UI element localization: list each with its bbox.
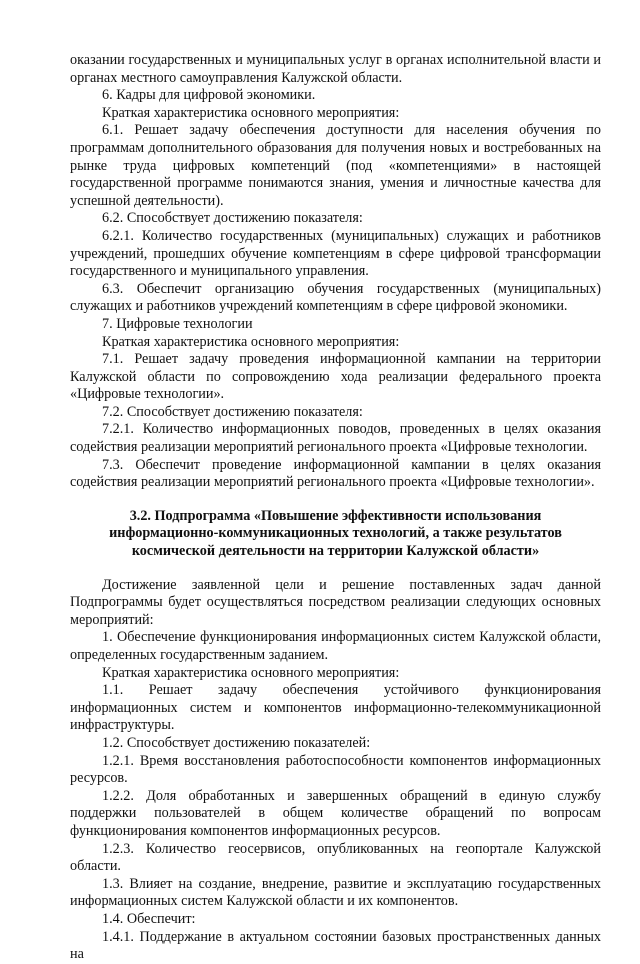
paragraph: оказании государственных и муниципальных услуг в органах исполнительной власти и органах местного самоуправления Калужской области. (70, 52, 601, 86)
paragraph: 6. Кадры для цифровой экономики. (102, 87, 316, 104)
paragraph: 6.2. Способствует достижению показателя: (102, 210, 363, 227)
paragraph: 1.3. Влияет на создание, внедрение, развитие и эксплуатацию государственных информационных систем Калужской области и их компонентов. (70, 875, 601, 910)
paragraph: 6.2.1. Количество государственных (муниципальных) служащих и работников учреждений, прошедших обучение компетенциям в сфере цифровой трансформации государственного и муниципального управления. (70, 227, 601, 280)
paragraph: 1.4. Обеспечит: (102, 910, 196, 927)
paragraph: 1.2.1. Время восстановления работоспособности компонентов информационных ресурсов. (70, 752, 601, 787)
paragraph: 1.4.1. Поддержание в актуальном состоянии базовых пространственных данных на (70, 928, 601, 963)
paragraph: 1.1. Решает задачу обеспечения устойчивого функционирования информационных систем и компонентов информационно-телекоммуникационной инфраструктуры. (70, 682, 601, 734)
paragraph: 7.2. Способствует достижению показателя: (102, 403, 363, 420)
paragraph: 1. Обеспечение функционирования информационных систем Калужской области, определенных государственным заданием. (70, 629, 601, 663)
paragraph: 6.1. Решает задачу обеспечения доступности для населения обучения по программам дополнительного образования для получения новых и востребованных на рынке труда цифровых компетенций (под «компетенциями» в настоящей государственной программе понимаются знания, умения и личностные качества для успешной деятельности). (70, 122, 601, 209)
paragraph: 7.3. Обеспечит проведение информационной кампании в целях оказания содействия реализации мероприятий регионального проекта «Цифровые технологии». (70, 456, 601, 491)
paragraph: 6.3. Обеспечит организацию обучения государственных (муниципальных) служащих и работников учреждений компетенциям в сфере цифровой экономики. (70, 280, 601, 315)
paragraph: 7. Цифровые технологии (102, 315, 253, 332)
paragraph: 1.2.2. Доля обработанных и завершенных обращений в единую службу поддержки пользователей в общем количестве обращений по вопросам функционирования компонентов информационных ресурсов. (70, 787, 601, 839)
document-page (70, 52, 601, 964)
paragraph: Достижение заявленной цели и решение поставленных задач данной Подпрограммы будет осуществляться посредством реализации следующих основных мероприятий: (70, 576, 601, 628)
paragraph: Краткая характеристика основного мероприятия: (102, 664, 400, 681)
paragraph: 7.1. Решает задачу проведения информационной кампании на территории Калужской области по сопровождению хода реализации федерального проекта «Цифровые технологии». (70, 351, 601, 403)
paragraph: 7.2.1. Количество информационных поводов, проведенных в целях оказания содействия реализации мероприятий регионального проекта «Цифровые технологии. (70, 421, 601, 456)
paragraph: Краткая характеристика основного мероприятия: (102, 333, 400, 350)
paragraph: 1.2.3. Количество геосервисов, опубликованных на геопортале Калужской области. (70, 840, 601, 875)
paragraph: 1.2. Способствует достижению показателей: (102, 734, 371, 751)
paragraph: Краткая характеристика основного мероприятия: (102, 104, 400, 121)
section-heading: 3.2. Подпрограмма «Повышение эффективности использования информационно-коммуникационных технологий, а также результатов космической деятельности на территории Калужской области» (109, 507, 562, 560)
